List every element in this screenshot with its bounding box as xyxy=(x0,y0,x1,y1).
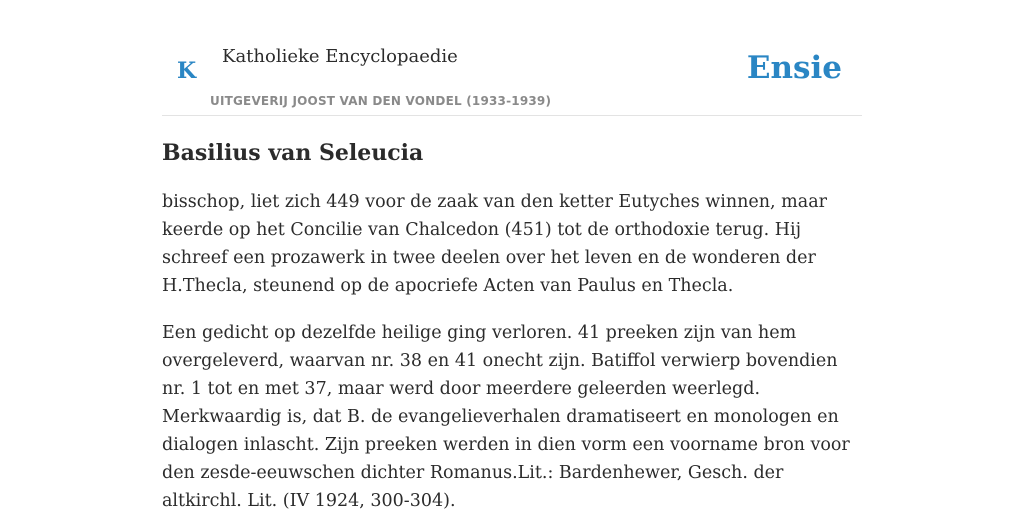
article-title: Basilius van Seleucia xyxy=(162,140,424,166)
page-header xyxy=(162,0,862,116)
publisher-line: UITGEVERIJ JOOST VAN DEN VONDEL (1933-1939) xyxy=(210,94,552,108)
publication-title[interactable]: Katholieke Encyclopaedie xyxy=(222,46,458,67)
article-paragraph-2: Een gedicht op dezelfde heilige ging verloren. 41 preeken zijn van hem overgeleverd, waarvan nr. 38 en 41 onecht zijn. Batiffol verwierp bovendien nr. 1 tot en met 37, maar werd door meerdere geleerden weerlegd. Merkwaardig is, dat B. de evangelieverhalen dramatiseert en monologen en dialogen inlascht. Zijn preeken werden in dien vorm een voorname bron voor den zesde-eeuwschen dichter Romanus.Lit.: Bardenhewer, Gesch. der altkirchl. Lit. (IV 1924, 300-304). xyxy=(162,323,850,511)
article-paragraph-1: bisschop, liet zich 449 voor de zaak van den ketter Eutyches winnen, maar keerde op het Concilie van Chalcedon (451) tot de orthodoxie terug. Hij schreef een prozawerk in twee deelen over het leven en de wonderen der H.Thecla, steunend op de apocriefe Acten van Paulus en Thecla. xyxy=(162,192,828,296)
article xyxy=(162,140,862,512)
encyclopedia-logo[interactable]: K xyxy=(177,58,197,84)
ensie-brand-logo[interactable]: Ensie xyxy=(746,50,842,86)
